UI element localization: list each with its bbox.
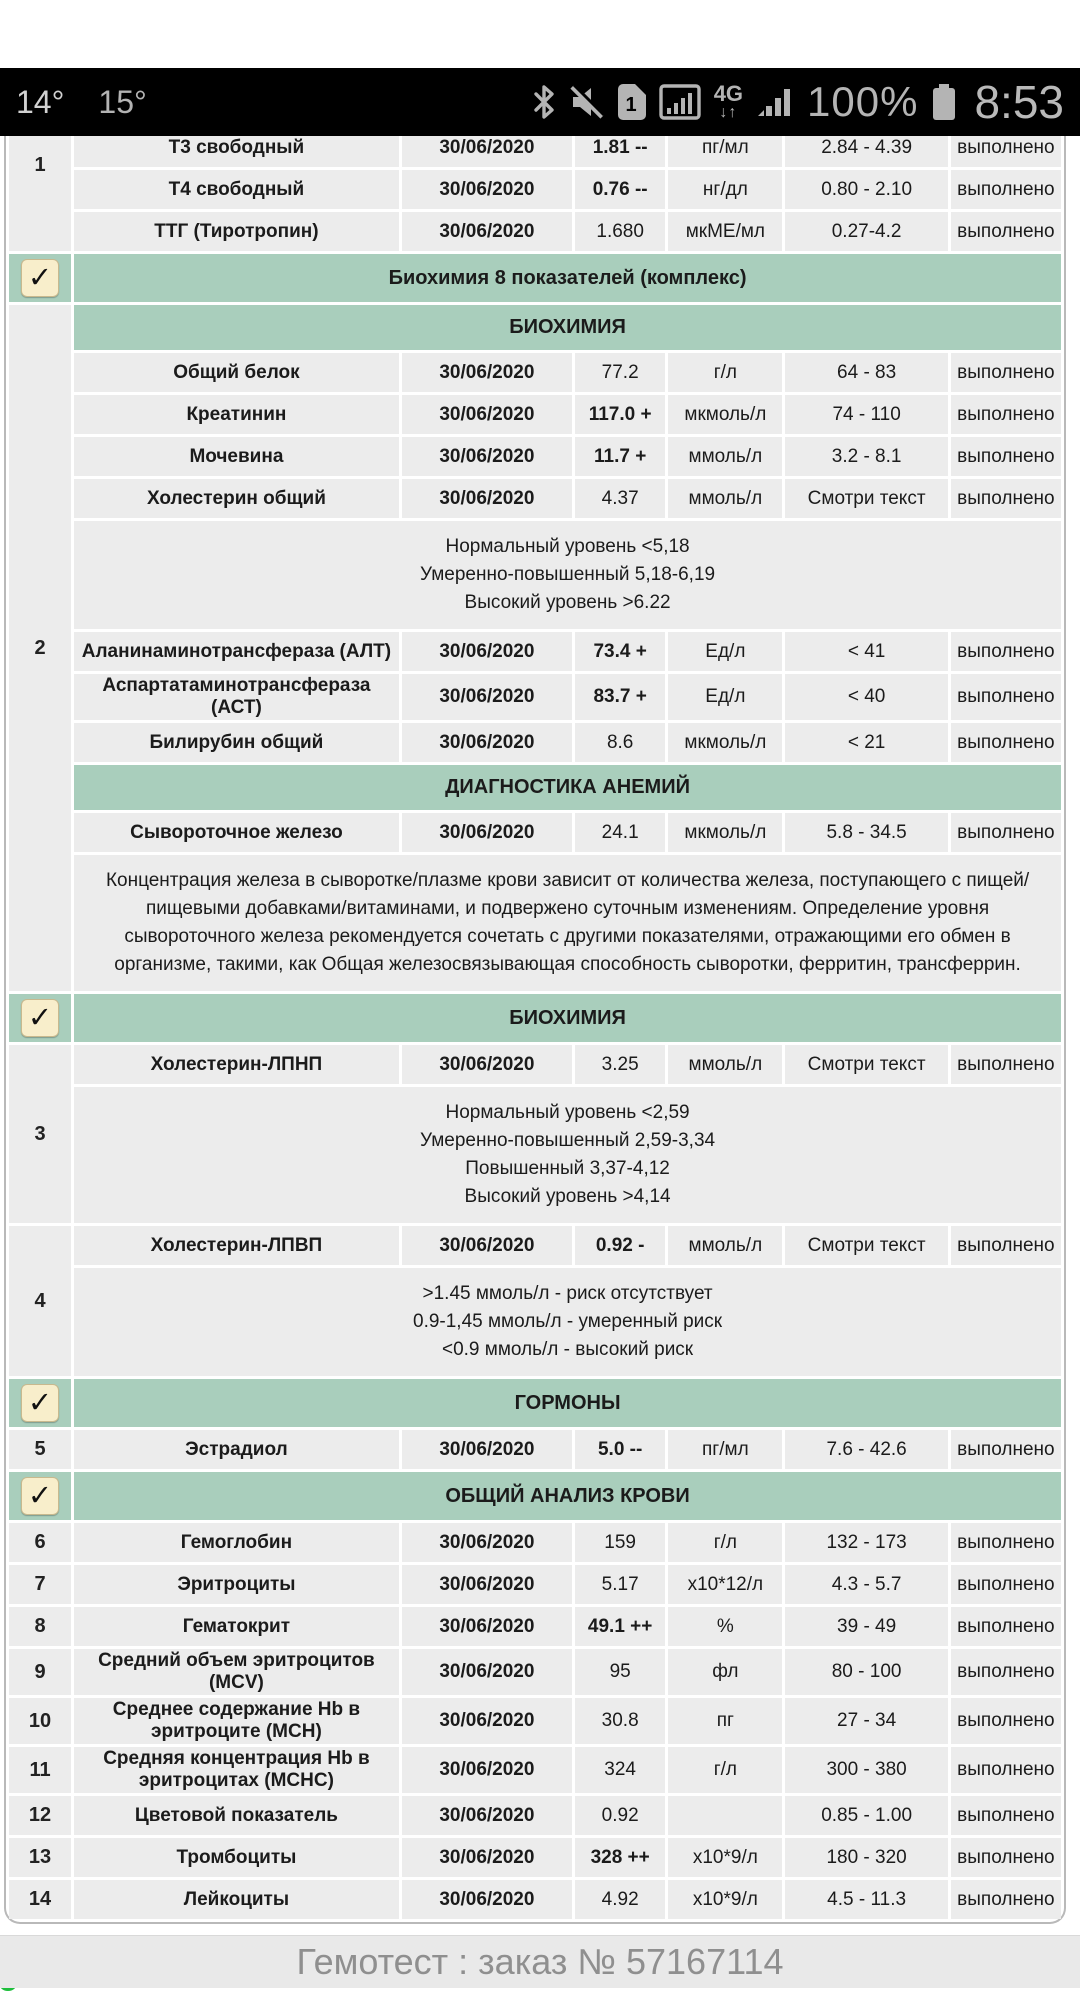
test-date: 30/06/2020 (402, 1698, 572, 1744)
reference-range: 0.85 - 1.00 (785, 1796, 947, 1835)
row-number: 10 (9, 1698, 71, 1744)
test-date: 30/06/2020 (402, 1649, 572, 1695)
test-result: 3.25 (575, 1045, 665, 1084)
data-row (9, 1607, 1061, 1646)
data-row (9, 212, 1061, 251)
test-result: 4.37 (575, 479, 665, 518)
note-line: 0.9-1,45 ммоль/л - умеренный риск (413, 1311, 723, 1332)
row-number: 6 (9, 1523, 71, 1562)
network-boxed-signal-icon (659, 84, 701, 120)
test-units: г/л (668, 1523, 782, 1562)
test-result: 8.6 (575, 723, 665, 762)
data-row (9, 1523, 1061, 1562)
test-status: выполнено (951, 1649, 1061, 1695)
panel-title: ОБЩИЙ АНАЛИЗ КРОВИ (74, 1472, 1061, 1520)
test-status: выполнено (951, 1523, 1061, 1562)
test-units (668, 1796, 782, 1835)
test-date: 30/06/2020 (402, 1226, 572, 1265)
reference-range: 4.3 - 5.7 (785, 1565, 947, 1604)
test-units: г/л (668, 1747, 782, 1793)
test-units: х10*9/л (668, 1880, 782, 1919)
test-date: 30/06/2020 (402, 170, 572, 209)
test-result: 5.0 -- (575, 1430, 665, 1469)
test-units: пг (668, 1698, 782, 1744)
test-units: фл (668, 1649, 782, 1695)
order-footer-bar (0, 1935, 1080, 1988)
data-row (9, 1698, 1061, 1744)
panel-title: ГОРМОНЫ (74, 1379, 1061, 1427)
reference-range: 64 - 83 (785, 353, 947, 392)
test-result: 328 ++ (575, 1838, 665, 1877)
data-row (9, 437, 1061, 476)
test-units: ммоль/л (668, 1226, 782, 1265)
test-date: 30/06/2020 (402, 395, 572, 434)
note-row (9, 521, 1061, 629)
data-row (9, 813, 1061, 852)
row-number: 8 (9, 1607, 71, 1646)
checkbox-row (9, 254, 1061, 302)
note-line: Концентрация железа в сыворотке/плазме крови зависит от количества железа, поступающего с пищей/пищевыми добавками/витаминами, и подвержено суточным изменениям. Определение уровня сывороточного железа рекомендуется сочетать с другими показателями, отражающими его обмен в организме, такими, как Общая железосвязывающая способность сыворотки, ферритин, трансферрин. (105, 870, 1030, 975)
test-name: Холестерин общий (74, 479, 399, 518)
test-result: 1.680 (575, 212, 665, 251)
test-date: 30/06/2020 (402, 1523, 572, 1562)
reference-range: 7.6 - 42.6 (785, 1430, 947, 1469)
test-name: Мочевина (74, 437, 399, 476)
data-row (9, 395, 1061, 434)
data-row (9, 1880, 1061, 1919)
test-name: Средний объем эритроцитов (MCV) (74, 1649, 399, 1695)
test-result: 159 (575, 1523, 665, 1562)
row-number: 14 (9, 1880, 71, 1919)
clock: 8:53 (974, 76, 1064, 128)
test-status: выполнено (951, 674, 1061, 720)
test-status: выполнено (951, 1045, 1061, 1084)
checkbox-cell (9, 254, 71, 302)
test-status: выполнено (951, 1747, 1061, 1793)
test-name: Креатинин (74, 395, 399, 434)
reference-range: 132 - 173 (785, 1523, 947, 1562)
test-status: выполнено (951, 1565, 1061, 1604)
reference-range: 2.84 - 4.39 (785, 128, 947, 167)
test-name: Т3 свободный (74, 128, 399, 167)
test-date: 30/06/2020 (402, 1747, 572, 1793)
mute-icon (569, 84, 605, 120)
temperature-right: 15° (98, 83, 147, 120)
test-status: выполнено (951, 479, 1061, 518)
test-status: выполнено (951, 395, 1061, 434)
test-result: 5.17 (575, 1565, 665, 1604)
test-units: ммоль/л (668, 479, 782, 518)
row-number: 13 (9, 1838, 71, 1877)
data-row (9, 1838, 1061, 1877)
section-row (9, 305, 1061, 350)
test-name: Эритроциты (74, 1565, 399, 1604)
sim-card-icon (618, 84, 646, 120)
test-date: 30/06/2020 (402, 1430, 572, 1469)
test-name: ТТГ (Тиротропин) (74, 212, 399, 251)
reference-range: 3.2 - 8.1 (785, 437, 947, 476)
test-status: выполнено (951, 353, 1061, 392)
note-cell (74, 521, 1061, 629)
test-result: 49.1 ++ (575, 1607, 665, 1646)
reference-range: 74 - 110 (785, 395, 947, 434)
test-date: 30/06/2020 (402, 479, 572, 518)
screen (0, 68, 1080, 1988)
test-result: 0.92 (575, 1796, 665, 1835)
note-line: Умеренно-повышенный 2,59-3,34 (420, 1130, 716, 1151)
reference-range: 39 - 49 (785, 1607, 947, 1646)
test-date: 30/06/2020 (402, 128, 572, 167)
test-units: г/л (668, 353, 782, 392)
test-date: 30/06/2020 (402, 1045, 572, 1084)
data-arrows-icon: ↓↑ (719, 104, 738, 121)
test-status: выполнено (951, 437, 1061, 476)
data-row (9, 1747, 1061, 1793)
note-cell (74, 1087, 1061, 1223)
checkbox-row (9, 994, 1061, 1042)
test-units: нг/дл (668, 170, 782, 209)
order-title: Гемотест : заказ № 57167114 (296, 1941, 784, 1982)
test-name: Эстрадиол (74, 1430, 399, 1469)
checkbox-cell (9, 1472, 71, 1520)
data-row (9, 723, 1061, 762)
reference-range: 4.5 - 11.3 (785, 1880, 947, 1919)
reference-range: Смотри текст (785, 1226, 947, 1265)
signal-bars-icon (756, 84, 794, 120)
row-number: 1 (9, 80, 71, 251)
test-units: ммоль/л (668, 437, 782, 476)
battery-icon (931, 82, 957, 122)
test-status: выполнено (951, 1698, 1061, 1744)
test-status: выполнено (951, 723, 1061, 762)
note-row (9, 855, 1061, 991)
test-result: 324 (575, 1747, 665, 1793)
network-type-label: 4G (713, 81, 744, 106)
android-status-bar (0, 68, 1080, 136)
section-header: БИОХИМИЯ (74, 305, 1061, 350)
test-status: выполнено (951, 170, 1061, 209)
test-status: выполнено (951, 1796, 1061, 1835)
data-row (9, 353, 1061, 392)
reference-range: 27 - 34 (785, 1698, 947, 1744)
section-row (9, 765, 1061, 810)
test-name: Сывороточное железо (74, 813, 399, 852)
note-line: Высокий уровень >4,14 (464, 1186, 671, 1207)
data-row (9, 1226, 1061, 1265)
test-status: выполнено (951, 632, 1061, 671)
checked-checkbox[interactable]: ✓ (21, 1384, 59, 1422)
test-name: Общий белок (74, 353, 399, 392)
note-line: Нормальный уровень <5,18 (445, 536, 690, 557)
panel-title: Биохимия 8 показателей (комплекс) (74, 254, 1061, 302)
test-date: 30/06/2020 (402, 437, 572, 476)
checkbox-row (9, 1472, 1061, 1520)
checked-checkbox[interactable]: ✓ (21, 259, 59, 297)
reference-range: 80 - 100 (785, 1649, 947, 1695)
test-date: 30/06/2020 (402, 813, 572, 852)
reference-range: < 21 (785, 723, 947, 762)
test-status: выполнено (951, 1430, 1061, 1469)
test-name: Холестерин-ЛПНП (74, 1045, 399, 1084)
test-name: Т4 свободный (74, 170, 399, 209)
test-result: 1.81 -- (575, 128, 665, 167)
row-number: 4 (9, 1226, 71, 1376)
note-line: Умеренно-повышенный 5,18-6,19 (420, 564, 716, 585)
reference-range: 300 - 380 (785, 1747, 947, 1793)
test-result: 0.92 - (575, 1226, 665, 1265)
panel-title: БИОХИМИЯ (74, 994, 1061, 1042)
test-date: 30/06/2020 (402, 1607, 572, 1646)
test-name: Холестерин-ЛПВП (74, 1226, 399, 1265)
data-row (9, 1649, 1061, 1695)
note-row (9, 1087, 1061, 1223)
test-status: выполнено (951, 212, 1061, 251)
test-date: 30/06/2020 (402, 674, 572, 720)
test-date: 30/06/2020 (402, 353, 572, 392)
test-result: 77.2 (575, 353, 665, 392)
test-units: х10*9/л (668, 1838, 782, 1877)
row-number: 9 (9, 1649, 71, 1695)
data-row (9, 632, 1061, 671)
lab-results-card (4, 68, 1066, 1924)
reference-range: 0.27-4.2 (785, 212, 947, 251)
checked-checkbox[interactable]: ✓ (21, 999, 59, 1037)
test-result: 11.7 + (575, 437, 665, 476)
data-row (9, 170, 1061, 209)
reference-range: 5.8 - 34.5 (785, 813, 947, 852)
test-name: Тромбоциты (74, 1838, 399, 1877)
test-name: Гематокрит (74, 1607, 399, 1646)
note-cell (74, 1268, 1061, 1376)
test-date: 30/06/2020 (402, 212, 572, 251)
temperature-left: 14° (16, 83, 65, 120)
test-units: мкМЕ/мл (668, 212, 782, 251)
test-status: выполнено (951, 1838, 1061, 1877)
lab-results-table (6, 68, 1064, 1922)
test-status: выполнено (951, 128, 1061, 167)
note-cell (74, 855, 1061, 991)
test-date: 30/06/2020 (402, 632, 572, 671)
data-row (9, 1045, 1061, 1084)
data-row (9, 674, 1061, 720)
test-status: выполнено (951, 1880, 1061, 1919)
note-row (9, 1268, 1061, 1376)
test-name: Среднее содержание Hb в эритроците (MCH) (74, 1698, 399, 1744)
reference-range: < 41 (785, 632, 947, 671)
test-result: 73.4 + (575, 632, 665, 671)
test-status: выполнено (951, 1607, 1061, 1646)
battery-percent: 100% (807, 78, 919, 125)
test-units: ммоль/л (668, 1045, 782, 1084)
test-status: выполнено (951, 813, 1061, 852)
test-name: Аланинаминотрансфераза (АЛТ) (74, 632, 399, 671)
reference-range: 0.80 - 2.10 (785, 170, 947, 209)
row-number: 12 (9, 1796, 71, 1835)
test-units: мкмоль/л (668, 813, 782, 852)
note-line: Высокий уровень >6.22 (464, 592, 671, 613)
test-date: 30/06/2020 (402, 1796, 572, 1835)
bluetooth-icon (532, 83, 556, 121)
status-bar-icons (532, 75, 1064, 129)
test-status: выполнено (951, 1226, 1061, 1265)
test-result: 30.8 (575, 1698, 665, 1744)
data-row (9, 479, 1061, 518)
test-units: % (668, 1607, 782, 1646)
test-result: 95 (575, 1649, 665, 1695)
data-row (9, 1796, 1061, 1835)
test-date: 30/06/2020 (402, 723, 572, 762)
row-number: 3 (9, 1045, 71, 1223)
note-line: Повышенный 3,37-4,12 (465, 1158, 670, 1179)
test-date: 30/06/2020 (402, 1838, 572, 1877)
test-result: 117.0 + (575, 395, 665, 434)
note-line: >1.45 ммоль/л - риск отсутствует (422, 1283, 713, 1304)
test-name: Цветовой показатель (74, 1796, 399, 1835)
row-number: 7 (9, 1565, 71, 1604)
reference-range: Смотри текст (785, 1045, 947, 1084)
checkbox-cell (9, 1379, 71, 1427)
test-units: Ед/л (668, 674, 782, 720)
test-units: мкмоль/л (668, 723, 782, 762)
test-units: х10*12/л (668, 1565, 782, 1604)
4g-icon (714, 83, 743, 121)
test-units: мкмоль/л (668, 395, 782, 434)
test-name: Гемоглобин (74, 1523, 399, 1562)
test-date: 30/06/2020 (402, 1880, 572, 1919)
test-result: 0.76 -- (575, 170, 665, 209)
test-date: 30/06/2020 (402, 1565, 572, 1604)
test-units: пг/мл (668, 1430, 782, 1469)
test-name: Аспартатаминотрансфераза (АСТ) (74, 674, 399, 720)
test-result: 83.7 + (575, 674, 665, 720)
row-number: 2 (9, 305, 71, 991)
section-header: ДИАГНОСТИКА АНЕМИЙ (74, 765, 1061, 810)
test-units: Ед/л (668, 632, 782, 671)
note-line: Нормальный уровень <2,59 (445, 1102, 690, 1123)
data-row (9, 1430, 1061, 1469)
data-row (9, 1565, 1061, 1604)
test-result: 4.92 (575, 1880, 665, 1919)
checkbox-cell (9, 994, 71, 1042)
test-name: Средняя концентрация Hb в эритроцитах (MCHC) (74, 1747, 399, 1793)
checkbox-row (9, 1379, 1061, 1427)
test-units: пг/мл (668, 128, 782, 167)
reference-range: < 40 (785, 674, 947, 720)
test-result: 24.1 (575, 813, 665, 852)
sim-badge-number: 1 (625, 94, 637, 116)
reference-range: Смотри текст (785, 479, 947, 518)
note-line: <0.9 ммоль/л - высокий риск (441, 1339, 694, 1360)
test-name: Лейкоциты (74, 1880, 399, 1919)
row-number: 11 (9, 1747, 71, 1793)
reference-range: 180 - 320 (785, 1838, 947, 1877)
checked-checkbox[interactable]: ✓ (21, 1477, 59, 1515)
row-number: 5 (9, 1430, 71, 1469)
test-name: Билирубин общий (74, 723, 399, 762)
